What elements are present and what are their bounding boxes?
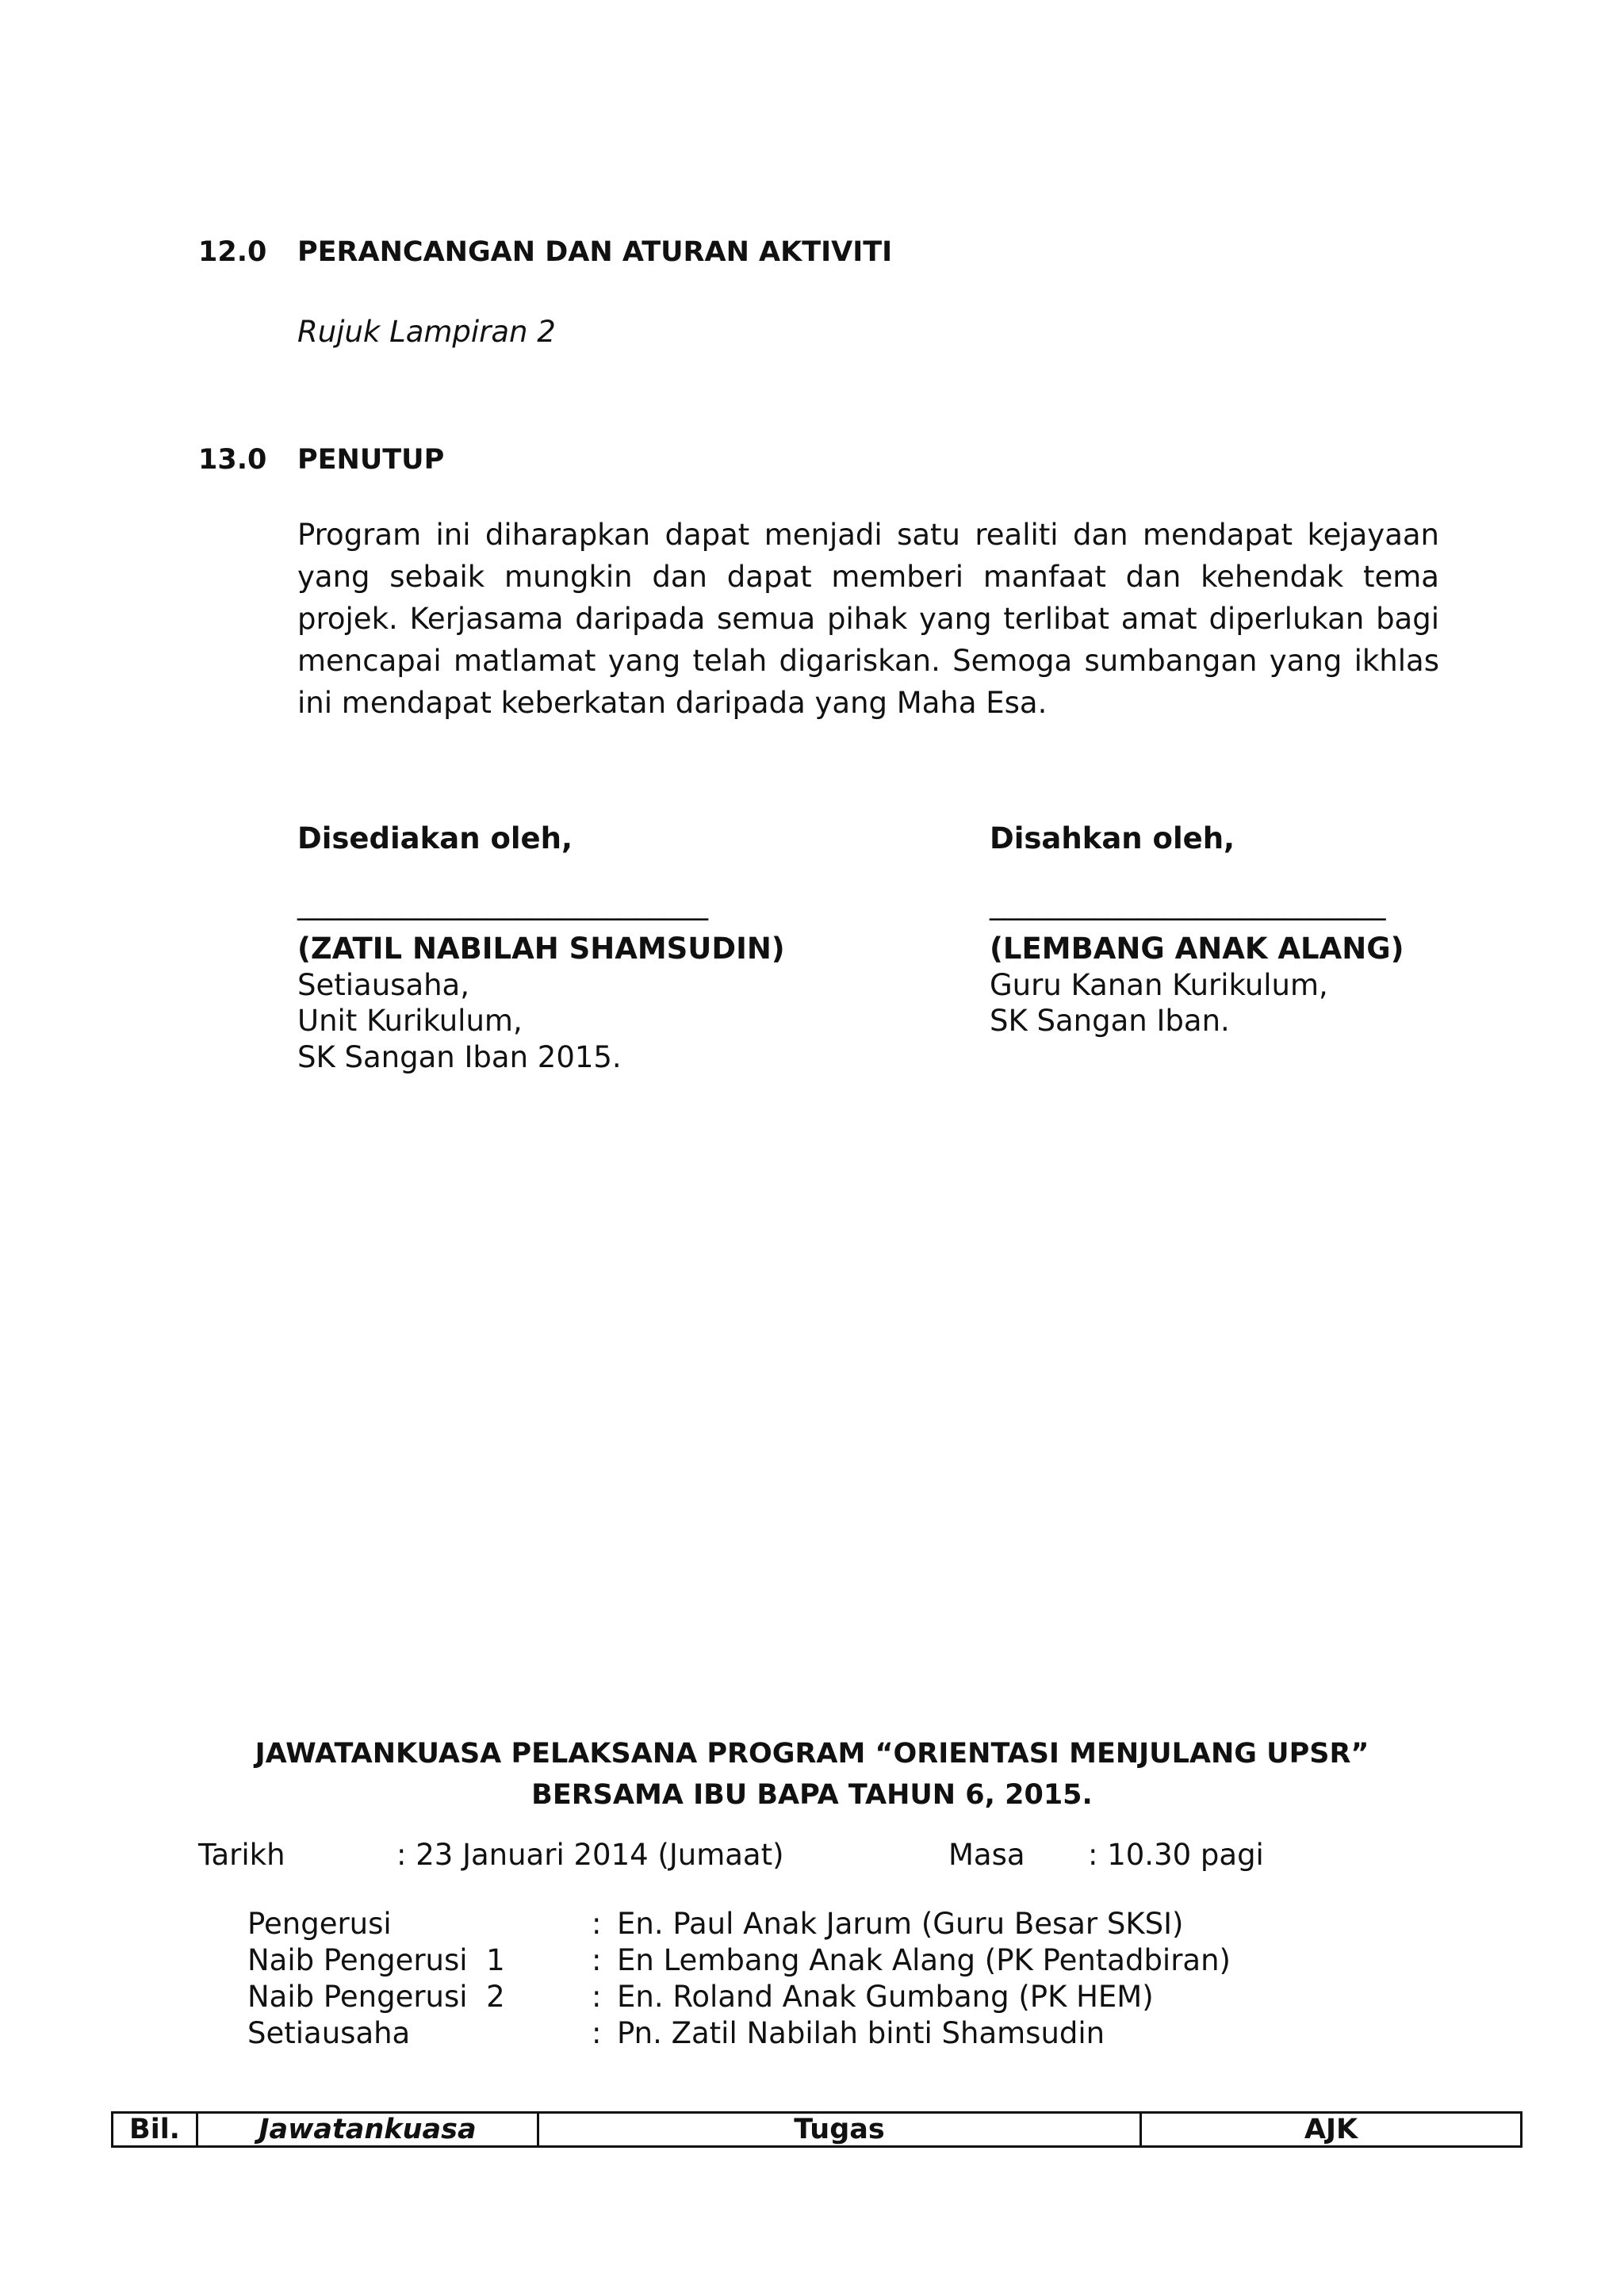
prepared-role-3: SK Sangan Iban 2015.	[297, 1040, 622, 1074]
date-label: Tarikh	[198, 1838, 285, 1872]
section-12-number: 12.0	[198, 236, 267, 268]
member-name: Pn. Zatil Nabilah binti Shamsudin	[617, 2016, 1105, 2050]
header-ajk: AJK	[1141, 2113, 1522, 2147]
member-role: Setiausaha	[247, 2016, 411, 2050]
time-value: : 10.30 pagi	[1088, 1838, 1264, 1872]
prepared-by-heading: Disediakan oleh,	[297, 821, 573, 855]
committee-table	[111, 2111, 1522, 2148]
time-label: Masa	[948, 1838, 1025, 1872]
member-separator: :	[592, 2016, 602, 2050]
member-name: En Lembang Anak Alang (PK Pentadbiran)	[617, 1943, 1231, 1977]
approved-name: (LEMBANG ANAK ALANG)	[990, 932, 1404, 966]
header-tugas: Tugas	[538, 2113, 1141, 2147]
approved-by-heading: Disahkan oleh,	[990, 821, 1235, 855]
section-13-body: Program ini diharapkan dapat menjadi satu realiti dan mendapat kejayaan yang sebaik mungkin dan dapat memberi manfaat dan kehendak tema projek. Kerjasama daripada semua pihak yang terlibat amat diperlukan bagi mencapai matlamat yang telah digariskan. Semoga sumbangan yang ikhlas ini mendapat keberkatan daripada yang Maha Esa.	[297, 518, 1439, 720]
member-separator: :	[592, 1943, 602, 1977]
member-role: Pengerusi	[247, 1907, 392, 1941]
member-role: Naib Pengerusi 2	[247, 1980, 505, 2014]
header-jawatankuasa: Jawatankuasa	[197, 2113, 538, 2147]
approved-role-1: Guru Kanan Kurikulum,	[990, 968, 1328, 1002]
member-name: En. Roland Anak Gumbang (PK HEM)	[617, 1980, 1154, 2014]
prepared-name: (ZATIL NABILAH SHAMSUDIN)	[297, 932, 785, 966]
member-separator: :	[592, 1907, 602, 1941]
approved-role-2: SK Sangan Iban.	[990, 1004, 1230, 1038]
section-13-title: PENUTUP	[297, 444, 445, 476]
section-13-number: 13.0	[198, 444, 267, 476]
prepared-role-1: Setiausaha,	[297, 968, 469, 1002]
prepared-role-2: Unit Kurikulum,	[297, 1004, 523, 1038]
approved-signature-line: ___________________________	[990, 886, 1386, 920]
member-separator: :	[592, 1980, 602, 2014]
member-role: Naib Pengerusi 1	[247, 1943, 505, 1977]
date-value: : 23 Januari 2014 (Jumaat)	[396, 1838, 784, 1872]
header-bil: Bil.	[113, 2113, 197, 2147]
prepared-signature-line: ____________________________	[297, 886, 708, 920]
section-12-body: Rujuk Lampiran 2	[297, 315, 556, 349]
section-12-title: PERANCANGAN DAN ATURAN AKTIVITI	[297, 236, 893, 268]
member-name: En. Paul Anak Jarum (Guru Besar SKSI)	[617, 1907, 1184, 1941]
committee-title-line-1: JAWATANKUASA PELAKSANA PROGRAM “ORIENTASI MENJULANG UPSR”	[255, 1738, 1369, 1770]
table-header-row	[113, 2113, 1522, 2147]
committee-title-line-2: BERSAMA IBU BAPA TAHUN 6, 2015.	[531, 1779, 1093, 1811]
